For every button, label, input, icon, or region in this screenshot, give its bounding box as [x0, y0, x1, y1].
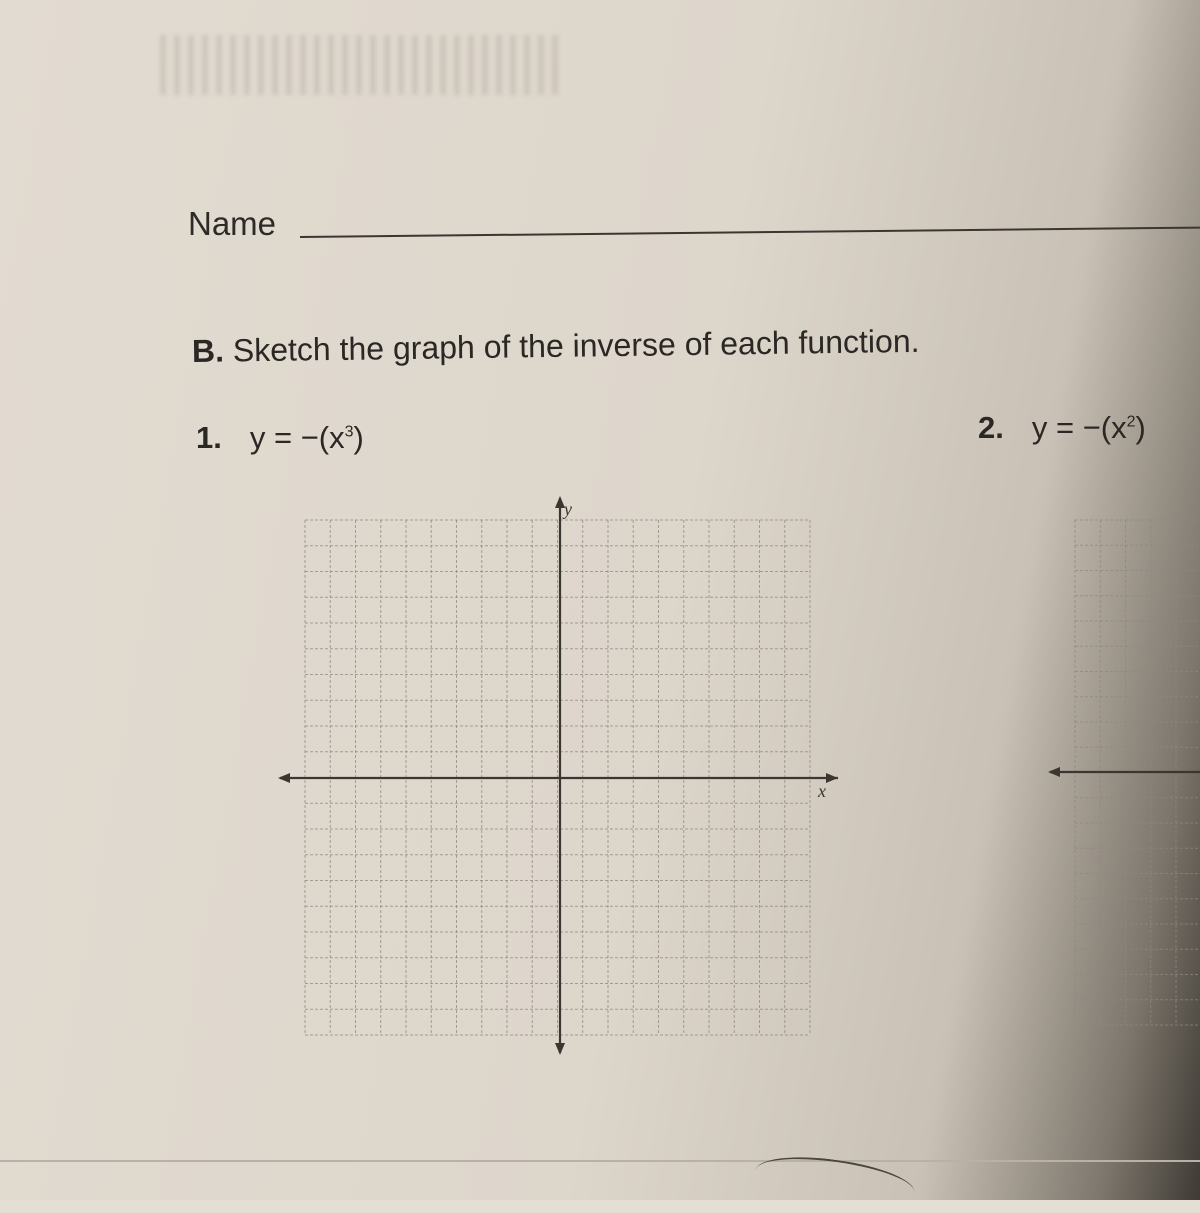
- x-axis-label: x: [818, 781, 826, 801]
- x-axis-arrow-left: [278, 773, 290, 783]
- name-label: Name: [188, 205, 277, 242]
- problem-number: 1.: [196, 420, 222, 455]
- coordinate-grid-2[interactable]: [1048, 520, 1200, 1025]
- problem-equation: $y = -(x^3)$: [249, 420, 364, 455]
- exponent: 2: [1126, 413, 1136, 431]
- x-axis-arrow-right: [826, 773, 838, 783]
- problem-number: 2.: [978, 410, 1004, 445]
- exponent: 3: [344, 423, 354, 441]
- problem-equation: $y = -(x^2)$: [1031, 410, 1146, 445]
- coordinate-grid-1[interactable]: [278, 496, 838, 1055]
- x-axis-arrow-left: [1048, 767, 1060, 777]
- instruction-text: Sketch the graph of the inverse of each function.: [223, 322, 920, 369]
- y-axis-arrow-down: [555, 1043, 565, 1055]
- page-edge-line: [0, 1160, 1200, 1162]
- section-letter: B.: [191, 332, 225, 369]
- y-axis-label: y: [564, 499, 572, 519]
